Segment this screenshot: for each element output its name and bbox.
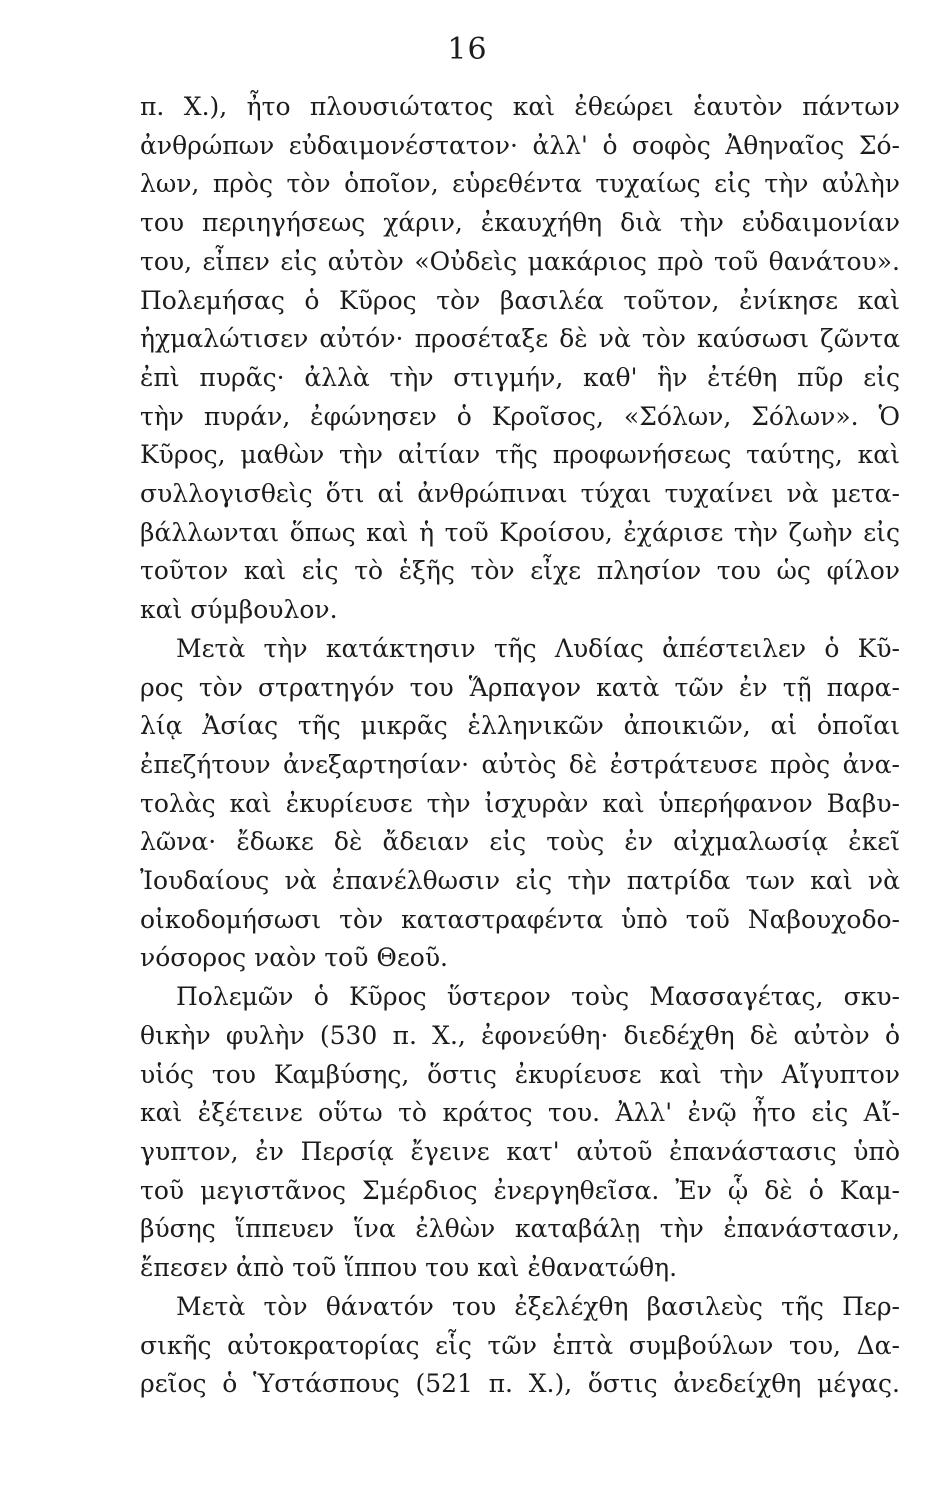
text-line: τὴν πυράν, ἐφώνησεν ὁ Κροῖσος, «Σόλων, Σόλων». Ὁ (140, 401, 900, 431)
text-line: του, εἶπεν εἰς αὐτὸν «Οὐδεὶς μακάριος πρὸ τοῦ θανάτου». (140, 246, 900, 276)
text-line: θικὴν φυλὴν (530 π. Χ., ἐφονεύθη· διεδέχθη δὲ αὐτὸν ὁ (140, 1020, 900, 1050)
text-line: Πολεμήσας ὁ Κῦρος τὸν βασιλέα τοῦτον, ἐνίκησε καὶ (140, 285, 900, 315)
text-line: σικῆς αὐτοκρατορίας εἷς τῶν ἑπτὰ συμβούλων του, Δα- (140, 1330, 900, 1360)
text-line: λίᾳ Ἀσίας τῆς μικρᾶς ἑλληνικῶν ἀποικιῶν, αἱ ὁποῖαι (140, 711, 900, 741)
text-line: λων, πρὸς τὸν ὁποῖον, εὑρεθέντα τυχαίως εἰς τὴν αὐλὴν (140, 169, 900, 199)
text-line: ρος τὸν στρατηγόν του Ἅρπαγον κατὰ τῶν ἐν τῇ παρα- (140, 672, 900, 702)
text-line: λῶνα· ἔδωκε δὲ ἄδειαν εἰς τοὺς ἐν αἰχμαλωσίᾳ ἐκεῖ (140, 827, 900, 857)
text-line: ἐπεζήτουν ἀνεξαρτησίαν· αὐτὸς δὲ ἐστράτευσε πρὸς ἀνα- (140, 749, 900, 779)
text-line: υἱός του Καμβύσης, ὅστις ἐκυρίευσε καὶ τὴν Αἴγυπτον (140, 1059, 900, 1089)
page-number: 16 (447, 32, 488, 67)
text-line: τολὰς καὶ ἐκυρίευσε τὴν ἰσχυρὰν καὶ ὑπερήφανον Βαβυ- (140, 788, 900, 818)
text-line: Μετὰ τὴν κατάκτησιν τῆς Λυδίας ἀπέστειλεν ὁ Κῦ- (176, 633, 900, 663)
text-line: Κῦρος, μαθὼν τὴν αἰτίαν τῆς προφωνήσεως ταύτης, καὶ (140, 440, 900, 470)
text-line: νόσορος ναὸν τοῦ Θεοῦ. (140, 943, 449, 973)
text-line: Μετὰ τὸν θάνατόν του ἐξελέχθη βασιλεὺς τῆς Περ- (176, 1291, 900, 1321)
paragraph (140, 1288, 900, 1404)
text-line: βάλλωνται ὅπως καὶ ἡ τοῦ Κροίσου, ἐχάρισε τὴν ζωὴν εἰς (140, 517, 900, 547)
text-line: ἠχμαλώτισεν αὐτόν· προσέταξε δὲ νὰ τὸν καύσωσι ζῶντα (140, 324, 900, 354)
text-line: π. Χ.), ἦτο πλουσιώτατος καὶ ἐθεώρει ἑαυτὸν πάντων (140, 92, 900, 121)
text-line: τοῦτον καὶ εἰς τὸ ἑξῆς τὸν εἶχε πλησίον του ὡς φίλον (140, 556, 900, 586)
text-line: του περιηγήσεως χάριν, ἐκαυχήθη διὰ τὴν εὐδαιμονίαν (140, 208, 900, 238)
text-line: καὶ ἐξέτεινε οὕτω τὸ κράτος του. Ἀλλ' ἐνῷ ἦτο εἰς Αἴ- (140, 1098, 900, 1128)
text-line: ἀνθρώπων εὐδαιμονέστατον· ἀλλ' ὁ σοφὸς Ἀθηναῖος Σό- (140, 130, 900, 160)
text-line: ἔπεσεν ἀπὸ τοῦ ἵππου του καὶ ἐθανατώθη. (140, 1253, 678, 1283)
text-line: βύσης ἵππευεν ἵνα ἐλθὼν καταβάλῃ τὴν ἐπανάστασιν, (140, 1214, 900, 1244)
text-line: καὶ σύμβουλον. (140, 595, 338, 625)
text-line: ἐπὶ πυρᾶς· ἀλλὰ τὴν στιγμήν, καθ' ἣν ἐτέθη πῦρ εἰς (140, 362, 900, 392)
text-line: γυπτον, ἐν Περσίᾳ ἔγεινε κατ' αὐτοῦ ἐπανάστασις ὑπὸ (140, 1136, 900, 1166)
text-line: οἰκοδομήσωσι τὸν καταστραφέντα ὑπὸ τοῦ Ναβουχοδο- (140, 904, 900, 934)
text-line: ρεῖος ὁ Ὑστάσπους (521 π. Χ.), ὅστις ἀνεδείχθη μέγας. (140, 1369, 900, 1399)
body-text (140, 88, 900, 1404)
text-line: Ἰουδαίους νὰ ἐπανέλθωσιν εἰς τὴν πατρίδα των καὶ νὰ (140, 866, 900, 896)
paragraph (140, 630, 900, 978)
paragraph (140, 978, 900, 1288)
text-line: συλλογισθεὶς ὅτι αἱ ἀνθρώπιναι τύχαι τυχαίνει νὰ μετα- (140, 479, 900, 509)
text-line: τοῦ μεγιστᾶνος Σμέρδιος ἐνεργηθεῖσα. Ἐν ᾧ δὲ ὁ Καμ- (140, 1175, 900, 1205)
paragraph (140, 88, 900, 630)
text-line: Πολεμῶν ὁ Κῦρος ὕστερον τοὺς Μασσαγέτας, σκυ- (176, 982, 900, 1012)
